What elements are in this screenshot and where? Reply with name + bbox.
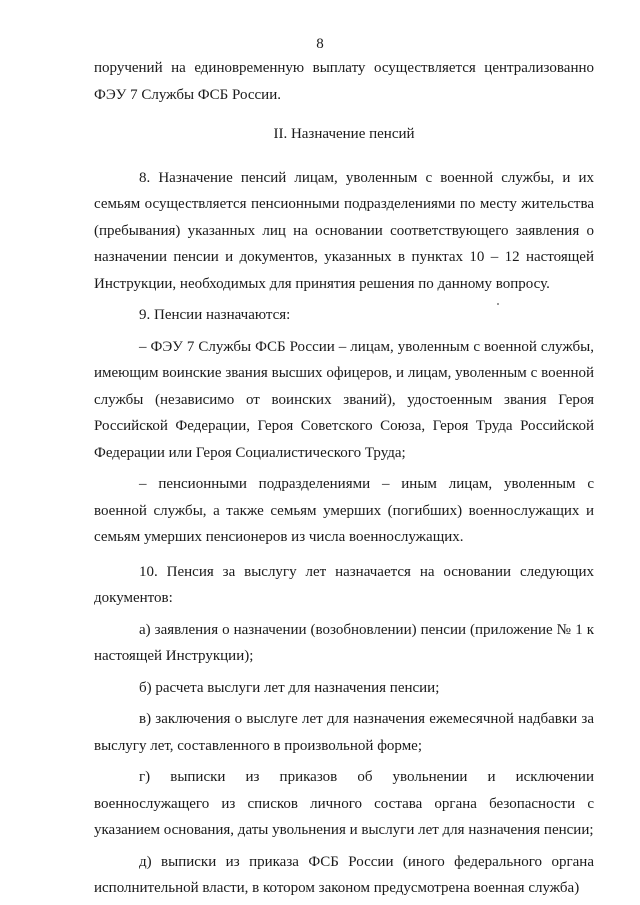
- scan-speck: [497, 303, 499, 305]
- paragraph-9-dash-2: – пенсионными подразделениями – иным лицам, уволенным с военной службы, а также семьям умерших (погибших) военнослужащих и семьям умерших пенсионеров из числа военнослужащих.: [94, 476, 594, 545]
- paragraph-continued: поручений на единовременную выплату осуществляется централизованно ФЭУ 7 Службы ФСБ России.: [94, 60, 594, 103]
- page-number: 8: [316, 36, 324, 52]
- paragraph-10-g: г) выписки из приказов об увольнении и исключении военнослужащего из списков личного состава органа безопасности с указанием основания, даты увольнения и выслуги лет для назначения пенсии;: [94, 769, 594, 838]
- paragraph-8: 8. Назначение пенсий лицам, уволенным с военной службы, и их семьям осуществляется пенсионными подразделениями по месту жительства (пребывания) указанных лиц на основании соответствующего заявления о назначении пенсии и документов, указанных в пунктах 10 – 12 настоящей Инструкции, необходимых для принятия решения по данному вопросу.: [94, 169, 594, 292]
- paragraph-9: 9. Пенсии назначаются:: [139, 307, 291, 323]
- section-heading: II. Назначение пенсий: [273, 126, 415, 142]
- paragraph-10-v: в) заключения о выслуге лет для назначения ежемесячной надбавки за выслугу лет, составленного в произвольной форме;: [94, 711, 594, 754]
- paragraph-10: 10. Пенсия за выслугу лет назначается на основании следующих документов:: [94, 563, 594, 606]
- paragraph-9-dash-1: – ФЭУ 7 Службы ФСБ России – лицам, уволенным с военной службы, имеющим воинские звания высших офицеров, и лицам, уволенным с военной службы (независимо от воинских званий), удостоенным звания Героя Российской Федерации, Героя Советского Союза, Героя Труда Российской Федерации или Героя Социалистического Труда;: [94, 338, 594, 461]
- document-body: [94, 55, 594, 902]
- paragraph-10-b: б) расчета выслуги лет для назначения пенсии;: [139, 679, 440, 696]
- paragraph-10-a: а) заявления о назначении (возобновлении) пенсии (приложение № 1 к настоящей Инструкции);: [94, 621, 594, 664]
- paragraph-10-d: д) выписки из приказа ФСБ России (иного федерального органа исполнительной власти, в котором законом предусмотрена военная служба): [94, 853, 594, 896]
